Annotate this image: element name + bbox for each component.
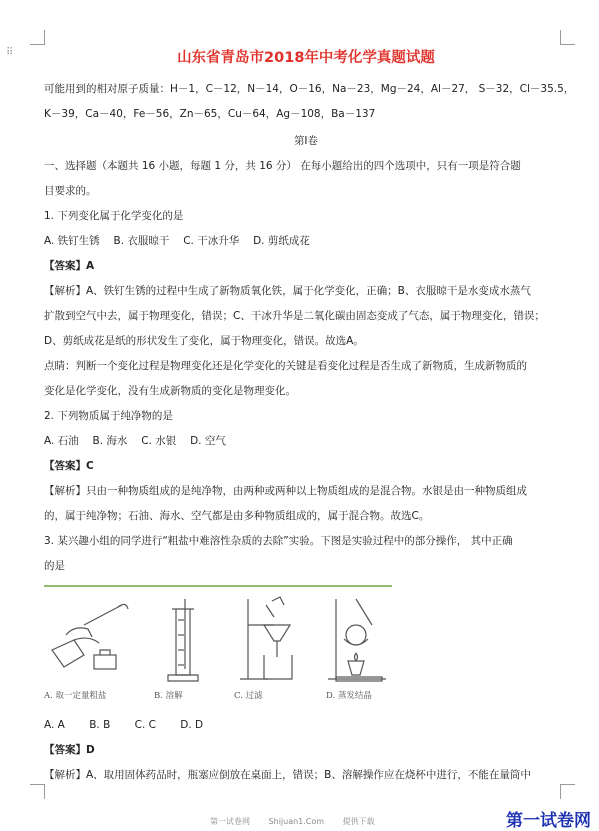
instructions-line-2: 目要求的。 [44,185,97,197]
q1-answer: 【答案】A [44,260,95,272]
footer-text: 第一试卷网 Shijuan1.Com 提供下载 [210,817,375,826]
atomic-mass-line-2: K－39，Ca－40，Fe－56，Zn－65，Cu－64，Ag－108，Ba－137 [44,108,376,120]
q2-options: A. 石油 B. 海水 C. 水银 D. 空气 [44,435,226,447]
drag-handle-icon[interactable]: ⠿ [6,47,15,58]
page-corner-mark-bottom-left [30,784,45,799]
figure-b [154,595,234,705]
q1-analysis-line-1: 【解析】A、铁钉生锈的过程中生成了新物质氧化铁，属于化学变化，正确；B、衣服晾干是水变成水蒸气 [44,285,531,297]
q2-analysis-line-2: 的，属于纯净物；石油、海水、空气都是由多种物质组成的，属于混合物。故选C。 [44,510,430,522]
atomic-mass-line-1: 可能用到的相对原子质量：H－1，C－12，N－14，O－16，Na－23，Mg－24，Al－27， S－32，Cl－35.5， [44,83,575,95]
q3-options: A. A B. B C. C D. D [44,719,204,731]
evaporating-icon [326,595,416,685]
brand-logo: 第一试卷网 [506,811,591,831]
page-footer [0,812,599,829]
q1-note-line-1: 点睛：判断一个变化过程是物理变化还是化学变化的关键是看变化过程是否生成了新物质，生成新物质的 [44,360,527,372]
q1-options: A. 铁钉生锈 B. 衣服晾干 C. 干冰升华 D. 剪纸成花 [44,235,310,247]
q1-note-line-2: 变化是化学变化，没有生成新物质的变化是物理变化。 [44,385,296,397]
page-corner-mark-top-right [560,30,575,45]
figure-d-caption: D. 蒸发结晶 [326,691,372,701]
q2-analysis-line-1: 【解析】只由一种物质组成的是纯净物，由两种或两种以上物质组成的是混合物。水银是由一种物质组成 [44,485,527,497]
document-page [44,44,575,794]
filtering-icon [234,595,324,685]
q1-analysis-line-2: 扩散到空气中去，属于物理变化，错误；C、干冰升华是二氧化碳由固态变成了气态，属于物理变化，错误； [44,310,545,322]
figure-divider [44,585,392,587]
figure-a [44,595,134,705]
dissolving-icon [154,595,234,685]
q1-stem: 1. 下列变化属于化学变化的是 [44,210,184,222]
page-corner-mark-top-left [30,30,45,45]
q3-analysis-line-1: 【解析】A、取用固体药品时，瓶塞应倒放在桌面上，错误；B、溶解操作应在烧杯中进行，不能在量筒中 [44,769,531,781]
q3-figure-row [44,585,568,709]
q3-stem-line-2: 的是 [44,560,65,572]
q2-answer: 【答案】C [44,460,94,472]
q3-answer: 【答案】D [44,744,95,756]
q3-stem-line-1: 3. 某兴趣小组的同学进行“粗盐中难溶性杂质的去除”实验。下图是实验过程中的部分操作， 其中正确 [44,535,513,547]
q2-stem: 2. 下列物质属于纯净物的是 [44,410,173,422]
figure-d [326,595,416,705]
figure-a-caption: A. 取一定量粗盐 [44,691,107,701]
section-heading: 第Ⅰ卷 [293,135,319,147]
document-title: 山东省青岛市2018年中考化学真题试题 [177,50,435,66]
figure-c-caption: C. 过滤 [234,691,263,701]
figure-b-caption: B. 溶解 [154,691,183,701]
figure-c [234,595,324,705]
instructions-line-1: 一、选择题（本题共 16 小题，每题 1 分，共 16 分） 在每小题给出的四个选项中，只有一项是符合题 [44,160,521,172]
weighing-salt-icon [44,595,134,685]
q1-analysis-line-3: D、剪纸成花是纸的形状发生了变化，属于物理变化，错误。故选A。 [44,335,364,347]
